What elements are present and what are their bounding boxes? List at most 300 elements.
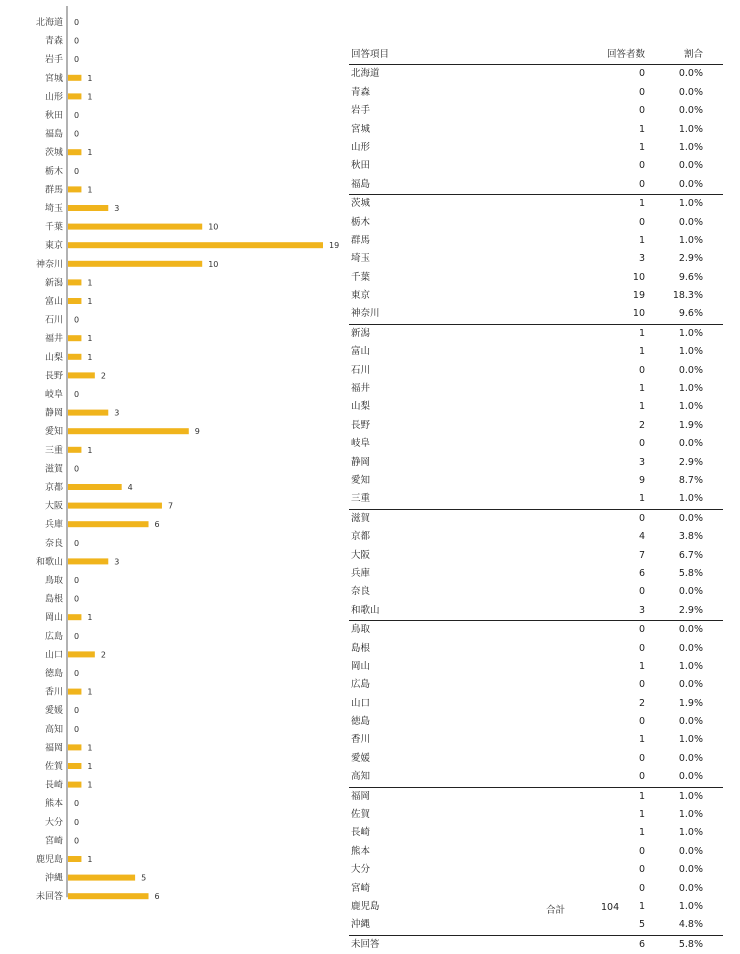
category-label: 栃木 [44, 166, 63, 177]
row-ratio: 0.0% [678, 68, 703, 80]
row-name: 富山 [351, 346, 371, 358]
table-row [349, 250, 723, 268]
header-count: 回答者数 [606, 49, 645, 60]
category-label: 福岡 [44, 743, 63, 754]
row-ratio: 0.0% [678, 642, 703, 654]
bar [68, 75, 81, 81]
bar-chart [0, 0, 345, 920]
value-label: 9 [194, 427, 200, 437]
value-label: 1 [87, 613, 93, 623]
row-ratio: 1.0% [678, 790, 703, 802]
table-body [349, 65, 723, 954]
table-row [349, 565, 723, 583]
row-name: 愛知 [351, 474, 371, 486]
row-count: 1 [638, 346, 645, 358]
row-name: 高知 [351, 771, 371, 783]
value-label: 0 [74, 111, 80, 120]
row-name: 東京 [351, 290, 371, 302]
category-label: 山梨 [44, 352, 63, 363]
row-name: 京都 [351, 531, 371, 543]
category-label: 宮崎 [44, 836, 63, 847]
category-label: 茨城 [44, 148, 63, 159]
row-ratio: 1.0% [678, 734, 703, 746]
row-name: 奈良 [351, 586, 371, 598]
row-name: 熊本 [351, 845, 371, 857]
category-label: 宮城 [44, 73, 63, 84]
table-row [349, 287, 723, 305]
table-row [349, 768, 723, 787]
table-row [349, 602, 723, 621]
value-label: 10 [208, 259, 219, 269]
row-ratio: 1.0% [678, 827, 703, 839]
category-label: 長野 [44, 371, 63, 382]
row-name: 鳥取 [351, 624, 371, 636]
total-row [349, 902, 723, 916]
row-ratio: 1.0% [678, 234, 703, 246]
value-label: 0 [74, 706, 80, 716]
value-label: 6 [154, 892, 160, 902]
row-name: 三重 [351, 493, 371, 505]
table-row [349, 843, 723, 861]
row-count: 3 [638, 604, 645, 616]
table-row [349, 305, 723, 324]
value-label: 19 [329, 241, 340, 251]
table-row [349, 824, 723, 842]
row-count: 0 [638, 68, 645, 80]
row-count: 0 [638, 86, 645, 98]
bar [68, 205, 108, 211]
row-ratio: 9.6% [678, 271, 703, 283]
row-count: 3 [638, 253, 645, 265]
row-ratio: 18.3% [672, 290, 703, 302]
row-count: 6 [638, 938, 645, 950]
row-ratio: 0.0% [678, 771, 703, 783]
row-count: 1 [638, 327, 645, 339]
category-label: 静岡 [44, 408, 63, 419]
value-label: 3 [114, 557, 120, 567]
table-row [349, 102, 723, 120]
bar [68, 744, 81, 750]
row-count: 0 [638, 864, 645, 876]
bar [68, 372, 95, 378]
table-row [349, 65, 723, 83]
row-count: 4 [638, 531, 645, 543]
row-ratio: 0.0% [678, 752, 703, 764]
row-name: 長野 [351, 419, 371, 431]
row-name: 鹿児島 [351, 900, 380, 912]
category-label: 大分 [44, 817, 63, 828]
value-label: 0 [74, 55, 80, 65]
bar [68, 261, 202, 267]
row-name: 宮城 [351, 123, 371, 135]
bar [68, 186, 81, 192]
row-ratio: 0.0% [678, 160, 703, 172]
table-row [349, 806, 723, 824]
row-name: 長崎 [351, 827, 371, 839]
row-ratio: 1.0% [678, 401, 703, 413]
total-value: 104 [601, 902, 620, 913]
category-label: 青森 [44, 36, 63, 47]
row-count: 2 [638, 419, 645, 431]
category-label: 高知 [44, 724, 63, 735]
table-row [349, 417, 723, 435]
bar [68, 782, 81, 788]
row-ratio: 0.0% [678, 178, 703, 190]
row-ratio: 1.0% [678, 141, 703, 153]
bar [68, 149, 81, 155]
category-label: 山形 [44, 92, 63, 103]
row-name: 広島 [351, 679, 371, 691]
value-label: 1 [87, 148, 93, 158]
row-count: 0 [638, 679, 645, 691]
row-name: 新潟 [351, 327, 371, 339]
row-ratio: 1.0% [678, 900, 703, 912]
total-label: 合計 [545, 905, 565, 916]
category-label: 長崎 [44, 780, 63, 791]
value-label: 2 [100, 650, 106, 660]
value-label: 1 [87, 743, 93, 753]
row-count: 0 [638, 364, 645, 376]
row-name: 大阪 [351, 549, 371, 561]
row-count: 9 [638, 474, 645, 486]
table-row [349, 325, 723, 343]
row-count: 0 [638, 845, 645, 857]
category-label: 京都 [44, 483, 63, 493]
table-row [349, 139, 723, 157]
category-label: 神奈川 [35, 259, 63, 270]
table-row [349, 880, 723, 898]
row-ratio: 2.9% [678, 604, 703, 616]
bar [68, 93, 81, 99]
row-ratio: 0.0% [678, 438, 703, 450]
row-name: 宮崎 [351, 882, 371, 894]
row-ratio: 0.0% [678, 679, 703, 691]
row-name: 青森 [351, 86, 371, 98]
bar [68, 335, 81, 341]
row-count: 1 [638, 493, 645, 505]
row-name: 山口 [351, 697, 371, 709]
category-label: 未回答 [35, 892, 63, 903]
table-row [349, 621, 723, 639]
category-label: 福島 [44, 129, 63, 140]
bar [68, 503, 162, 509]
row-ratio: 5.8% [678, 567, 703, 579]
value-label: 0 [74, 817, 80, 827]
row-name: 福井 [351, 383, 371, 395]
category-label: 岡山 [44, 613, 63, 624]
row-count: 0 [638, 438, 645, 450]
row-ratio: 1.0% [678, 346, 703, 358]
row-name: 埼玉 [351, 253, 371, 265]
row-count: 1 [638, 383, 645, 395]
category-label: 三重 [44, 445, 63, 456]
bar [68, 410, 108, 416]
row-count: 0 [638, 624, 645, 636]
value-label: 1 [87, 687, 93, 697]
row-count: 1 [638, 827, 645, 839]
row-ratio: 0.0% [678, 86, 703, 98]
table-row [349, 640, 723, 658]
row-name: 山梨 [351, 401, 371, 413]
row-name: 福島 [351, 178, 371, 190]
row-count: 1 [638, 809, 645, 821]
table-header [349, 46, 723, 65]
value-label: 1 [87, 334, 93, 344]
category-label: 群馬 [44, 185, 63, 196]
table-row [349, 362, 723, 380]
row-count: 5 [638, 919, 645, 931]
row-name: 沖縄 [351, 919, 371, 931]
table-row [349, 121, 723, 139]
row-name: 岩手 [351, 105, 371, 117]
value-label: 0 [74, 669, 80, 678]
row-count: 1 [638, 660, 645, 672]
row-name: 山形 [351, 141, 371, 153]
row-name: 未回答 [351, 938, 380, 950]
row-name: 大分 [351, 864, 371, 876]
row-name: 神奈川 [351, 308, 380, 320]
value-label: 2 [100, 371, 106, 381]
category-label: 愛媛 [44, 706, 63, 717]
row-name: 千葉 [351, 271, 371, 283]
row-ratio: 0.0% [678, 845, 703, 857]
row-ratio: 1.0% [678, 660, 703, 672]
table-row [349, 936, 723, 954]
row-name: 秋田 [351, 160, 371, 172]
category-label: 鳥取 [44, 576, 63, 586]
row-ratio: 1.0% [678, 198, 703, 210]
table-row [349, 232, 723, 250]
value-label: 0 [74, 166, 80, 176]
row-name: 島根 [351, 642, 371, 654]
table-row [349, 398, 723, 416]
category-label: 愛知 [44, 427, 63, 438]
table-row [349, 84, 723, 102]
table-row [349, 788, 723, 806]
category-label: 和歌山 [35, 557, 63, 568]
table-row [349, 916, 723, 935]
category-label: 鹿児島 [35, 855, 63, 865]
row-name: 岡山 [351, 660, 371, 672]
table-row [349, 214, 723, 232]
value-label: 1 [87, 92, 93, 102]
row-ratio: 4.8% [678, 919, 703, 931]
row-ratio: 1.9% [678, 419, 703, 431]
row-count: 1 [638, 141, 645, 153]
row-name: 和歌山 [351, 604, 380, 616]
value-label: 0 [74, 538, 80, 548]
row-name: 北海道 [351, 68, 380, 80]
row-ratio: 2.9% [678, 253, 703, 265]
row-count: 10 [632, 308, 645, 320]
category-label: 熊本 [44, 799, 63, 810]
row-ratio: 0.0% [678, 864, 703, 876]
category-label: 埼玉 [44, 204, 63, 214]
row-name: 福岡 [351, 790, 371, 802]
table-row [349, 547, 723, 565]
row-ratio: 1.0% [678, 493, 703, 505]
value-label: 1 [87, 445, 93, 455]
row-name: 石川 [351, 364, 371, 376]
table-row [349, 269, 723, 287]
category-label: 沖縄 [44, 873, 63, 884]
table-row [349, 176, 723, 195]
row-ratio: 5.8% [678, 938, 703, 950]
table-row [349, 861, 723, 879]
category-label: 北海道 [35, 18, 63, 28]
row-ratio: 1.9% [678, 697, 703, 709]
table-row [349, 454, 723, 472]
row-ratio: 0.0% [678, 716, 703, 728]
category-label: 秋田 [44, 111, 63, 121]
value-label: 1 [87, 855, 93, 864]
row-ratio: 1.0% [678, 327, 703, 339]
row-count: 1 [638, 734, 645, 746]
table-row [349, 528, 723, 546]
table-row [349, 490, 723, 509]
row-count: 1 [638, 790, 645, 802]
row-ratio: 1.0% [678, 809, 703, 821]
row-name: 茨城 [351, 198, 371, 210]
bar [68, 689, 81, 695]
category-label: 大阪 [44, 501, 63, 512]
row-count: 7 [638, 549, 645, 561]
value-label: 0 [74, 129, 80, 139]
category-label: 石川 [44, 315, 63, 326]
row-count: 0 [638, 178, 645, 190]
row-count: 10 [632, 271, 645, 283]
row-name: 栃木 [351, 216, 371, 228]
value-label: 6 [154, 520, 160, 530]
category-label: 新潟 [44, 278, 63, 289]
category-label: 岩手 [44, 55, 63, 66]
header-item: 回答項目 [351, 49, 390, 60]
row-count: 1 [638, 198, 645, 210]
value-label: 0 [74, 576, 80, 585]
category-label: 香川 [44, 687, 63, 698]
category-label: 山口 [44, 650, 63, 661]
category-label: 佐賀 [44, 762, 63, 772]
value-label: 1 [87, 352, 93, 362]
bar [68, 447, 81, 453]
row-count: 0 [638, 752, 645, 764]
row-count: 1 [638, 900, 645, 912]
row-ratio: 0.0% [678, 512, 703, 524]
category-label: 富山 [44, 297, 63, 307]
table-row [349, 157, 723, 175]
category-label: 岐阜 [44, 390, 63, 400]
table-row [349, 435, 723, 453]
value-label: 0 [74, 631, 80, 641]
row-name: 佐賀 [351, 809, 371, 821]
value-label: 10 [208, 222, 219, 232]
table-row [349, 380, 723, 398]
category-label: 滋賀 [44, 464, 63, 475]
row-count: 1 [638, 234, 645, 246]
category-label: 東京 [44, 241, 63, 252]
category-label: 島根 [44, 594, 63, 605]
table-row [349, 510, 723, 528]
value-label: 0 [74, 315, 80, 325]
value-label: 0 [74, 18, 80, 27]
category-label: 福井 [44, 334, 63, 345]
row-count: 6 [638, 567, 645, 579]
category-label: 千葉 [44, 222, 63, 233]
row-ratio: 3.8% [678, 531, 703, 543]
row-count: 0 [638, 882, 645, 894]
table-row [349, 658, 723, 676]
table-row [349, 676, 723, 694]
table-row [349, 472, 723, 490]
row-count: 3 [638, 456, 645, 468]
row-ratio: 0.0% [678, 364, 703, 376]
category-label: 奈良 [44, 538, 63, 549]
value-label: 5 [141, 873, 147, 883]
value-label: 1 [87, 762, 93, 771]
row-name: 静岡 [351, 456, 371, 468]
row-count: 0 [638, 105, 645, 117]
bar [68, 224, 202, 230]
row-ratio: 6.7% [678, 549, 703, 561]
value-label: 1 [87, 278, 93, 288]
value-label: 1 [87, 297, 93, 306]
row-ratio: 0.0% [678, 586, 703, 598]
bar [68, 279, 81, 285]
bar [68, 484, 122, 490]
header-ratio: 割合 [683, 49, 703, 60]
row-ratio: 8.7% [678, 474, 703, 486]
row-name: 兵庫 [351, 567, 371, 579]
row-name: 徳島 [351, 716, 371, 728]
row-count: 0 [638, 771, 645, 783]
row-count: 2 [638, 697, 645, 709]
row-name: 愛媛 [351, 752, 371, 764]
row-ratio: 0.0% [678, 882, 703, 894]
row-name: 香川 [351, 734, 371, 746]
value-label: 4 [127, 483, 133, 492]
value-label: 0 [74, 390, 80, 399]
category-label: 広島 [44, 631, 63, 642]
value-label: 0 [74, 799, 80, 809]
row-ratio: 2.9% [678, 456, 703, 468]
row-ratio: 1.0% [678, 123, 703, 135]
row-count: 1 [638, 401, 645, 413]
value-label: 0 [74, 594, 80, 604]
bar [68, 763, 81, 769]
row-count: 19 [632, 290, 645, 302]
value-label: 0 [74, 464, 80, 474]
row-count: 0 [638, 512, 645, 524]
value-label: 3 [114, 204, 120, 213]
bar [68, 354, 81, 360]
row-name: 岐阜 [351, 438, 371, 450]
category-label: 兵庫 [44, 520, 63, 531]
bar [68, 614, 81, 620]
bar [68, 558, 108, 564]
table-row [349, 583, 723, 601]
value-label: 7 [167, 501, 174, 511]
row-count: 1 [638, 123, 645, 135]
bar [68, 875, 135, 881]
row-count: 0 [638, 216, 645, 228]
bar [68, 521, 149, 527]
table-row [349, 695, 723, 713]
value-label: 1 [87, 185, 93, 195]
response-table [349, 46, 723, 954]
row-ratio: 9.6% [678, 308, 703, 320]
table-row [349, 731, 723, 749]
category-label: 徳島 [44, 669, 63, 679]
